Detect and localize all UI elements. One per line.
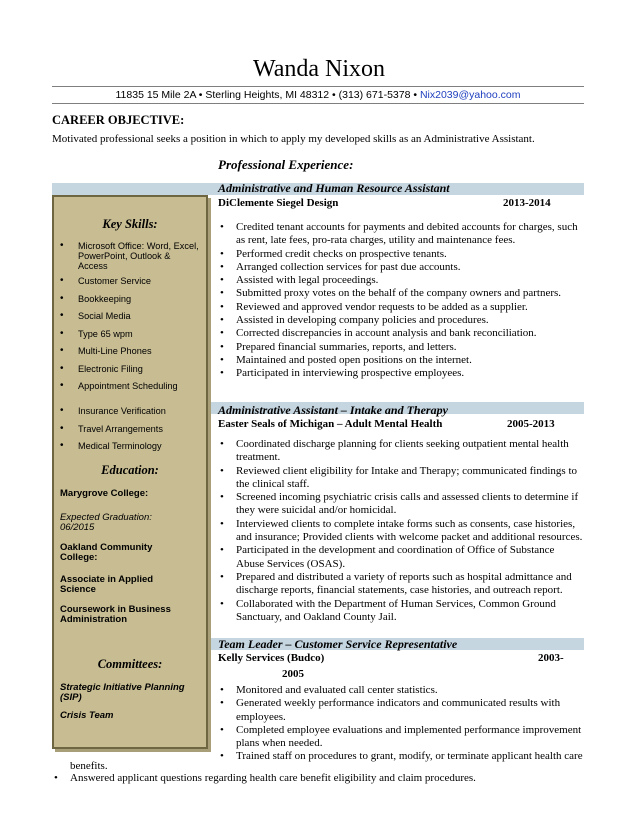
skill-item: • Electronic Filing	[60, 364, 202, 382]
skill-item: • Type 65 wpm	[60, 329, 202, 347]
skill-item: • Bookkeeping	[60, 294, 202, 312]
job-1-dates: 2013-2014	[503, 197, 551, 209]
education-coursework: Coursework in Business Administration	[60, 604, 171, 625]
objective-heading: CAREER OBJECTIVE:	[52, 113, 185, 127]
list-item: • Maintained and posted open positions on the internet.	[218, 354, 584, 367]
education-heading: Education:	[101, 463, 159, 477]
job-3-bullets	[218, 684, 584, 764]
job-3-dates: 2003-	[538, 652, 564, 664]
list-item: • Screened incoming psychiatric crisis calls and assessed clients to determine if they were suicidal and/or homicidal.	[218, 491, 584, 518]
objective-text: Motivated professional seeks a position in which to apply my developed skills as an Administrative Assistant.	[52, 133, 535, 145]
skill-item: • Social Media	[60, 311, 202, 329]
list-item: • Assisted in developing company policies and procedures.	[218, 314, 584, 327]
list-item: • Reviewed and approved vendor requests to be added as a supplier.	[218, 301, 584, 314]
job-3-overflow-line: benefits.	[70, 760, 108, 772]
resume-name: Wanda Nixon	[252, 56, 386, 82]
job-1-company: DiClemente Siegel Design	[218, 197, 339, 209]
email-link[interactable]: Nix2039@yahoo.com	[419, 89, 521, 101]
list-item: • Prepared financial summaries, reports, and letters.	[218, 341, 584, 354]
education-degree: Associate in Applied Science	[60, 574, 154, 595]
job-3-dates-end: 2005	[282, 668, 304, 680]
job-3-final-bullet	[52, 772, 584, 785]
skill-item: • Appointment Scheduling	[60, 381, 202, 406]
list-item: • Arranged collection services for past due accounts.	[218, 261, 584, 274]
skills-list	[60, 241, 202, 459]
list-item: • Submitted proxy votes on the behalf of the company owners and partners.	[218, 287, 584, 300]
list-item: • Collaborated with the Department of Human Services, Common Ground Sanctuary, and Oakland County Jail.	[218, 598, 584, 625]
list-item: • Interviewed clients to complete intake forms such as consents, case histories, and insurance; Provided clients with welcome packet and additional resources.	[218, 518, 584, 545]
job-3-company: Kelly Services (Budco)	[218, 652, 325, 664]
job-2-title: Administrative Assistant – Intake and Therapy	[218, 403, 448, 417]
education-school-2: Oakland Community College:	[60, 542, 153, 563]
list-item: • Participated in the development and coordination of Office of Substance Abuse Services (OSAS).	[218, 544, 584, 571]
skill-item: • Customer Service	[60, 276, 202, 294]
list-item: • Credited tenant accounts for payments and debited accounts for charges, such as rent, late fees, pro-rata charges, utility and maintenance fees.	[218, 221, 584, 248]
committee-item: Strategic Initiative Planning (SIP)	[60, 682, 185, 703]
list-item: • Completed employee evaluations and implemented performance improvement plans when needed.	[218, 724, 584, 751]
list-item: • Assisted with legal proceedings.	[218, 274, 584, 287]
education-school-1: Marygrove College:	[60, 488, 149, 499]
header-top-rule	[52, 86, 584, 87]
list-item: • Performed credit checks on prospective tenants.	[218, 248, 584, 261]
contact-details: 11835 15 Mile 2A • Sterling Heights, MI 48312 • (313) 671-5378 •	[115, 89, 420, 101]
education-graduation: Expected Graduation: 06/2015	[60, 512, 152, 533]
job-2-company: Easter Seals of Michigan – Adult Mental Health	[218, 418, 443, 430]
skill-item: • Travel Arrangements	[60, 424, 202, 442]
list-item: • Reviewed client eligibility for Intake and Therapy; communicated findings to the clinical staff.	[218, 465, 584, 492]
list-item: • Prepared and distributed a variety of reports such as hospital admittance and discharge reports, financial statements, case histories, and outreach report.	[218, 571, 584, 598]
list-item: • Coordinated discharge planning for clients seeking outpatient mental health treatment.	[218, 438, 584, 465]
sidebar-panel	[52, 195, 208, 749]
committee-item: Crisis Team	[60, 710, 114, 721]
job-1-title: Administrative and Human Resource Assistant	[218, 181, 450, 195]
list-item: • Answered applicant questions regarding health care benefit eligibility and claim procedures.	[52, 772, 584, 785]
skills-heading: Key Skills:	[102, 217, 158, 231]
experience-heading: Professional Experience:	[218, 157, 354, 172]
job-3-title: Team Leader – Customer Service Representative	[218, 637, 458, 651]
header-bottom-rule	[52, 103, 584, 104]
list-item: • Generated weekly performance indicators and communicated results with employees.	[218, 697, 584, 724]
job-2-bullets	[218, 438, 584, 624]
list-item: • Participated in interviewing prospective employees.	[218, 367, 584, 380]
skill-item: • Insurance Verification	[60, 406, 202, 424]
skill-item: • Medical Terminology	[60, 441, 202, 459]
list-item: • Monitored and evaluated call center statistics.	[218, 684, 584, 697]
list-item: • Trained staff on procedures to grant, modify, or terminate applicant health care	[218, 750, 584, 763]
skill-item: • Microsoft Office: Word, Excel, PowerPoint, Outlook & Access	[60, 241, 202, 276]
skill-item: • Multi-Line Phones	[60, 346, 202, 364]
contact-line	[52, 89, 584, 101]
committees-heading: Committees:	[97, 657, 163, 671]
job-1-bullets	[218, 221, 584, 381]
job-2-dates: 2005-2013	[507, 418, 555, 430]
list-item: • Corrected discrepancies in account analysis and bank reconciliation.	[218, 327, 584, 340]
